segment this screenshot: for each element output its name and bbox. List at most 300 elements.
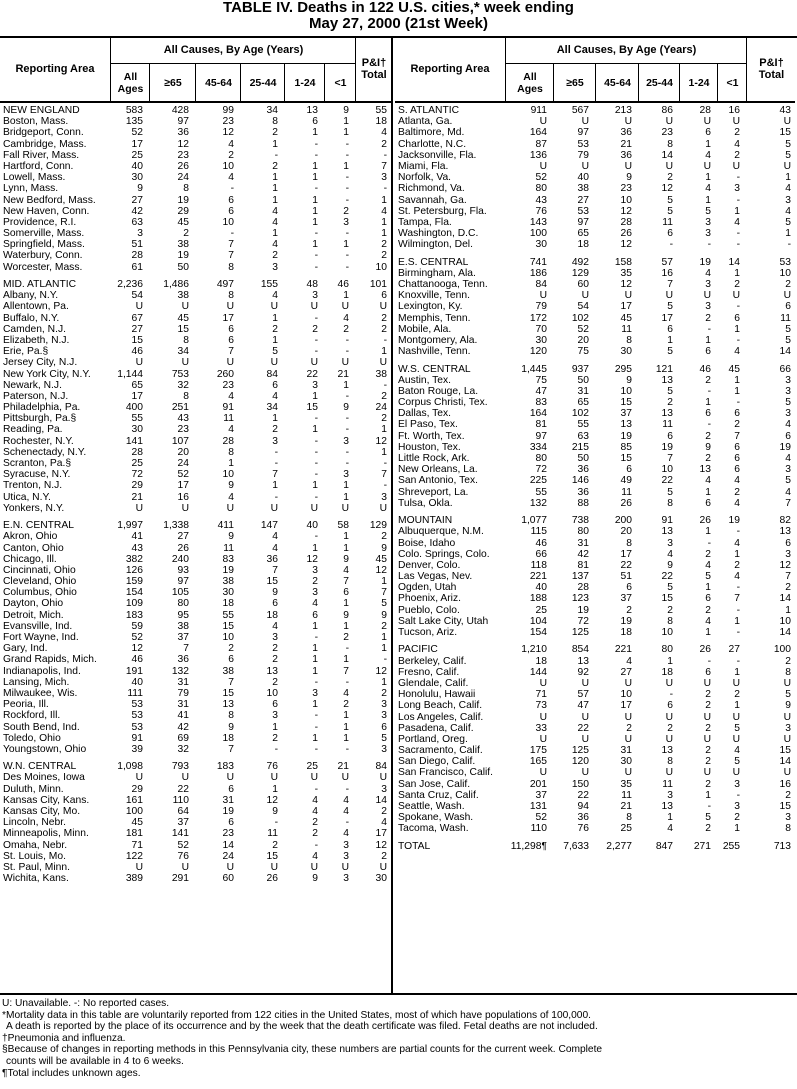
footnotes	[0, 998, 797, 1079]
value-cell: 793	[171, 761, 189, 773]
value-cell: U	[135, 502, 143, 514]
value-cell: -	[736, 172, 740, 184]
value-cell: U	[624, 711, 632, 723]
value-cell: 6	[667, 228, 673, 240]
reporting-area-name: TOTAL	[398, 840, 431, 852]
region-row	[395, 257, 795, 268]
value-cell: 4	[705, 267, 711, 279]
value-cell: 54	[131, 290, 143, 302]
header-pi-label: P&I†	[759, 57, 784, 69]
reporting-area-name: Lynn, Mass.	[3, 183, 59, 195]
value-cell: 3	[312, 379, 318, 391]
value-cell: 86	[661, 105, 673, 116]
value-cell: 2	[272, 676, 278, 688]
value-cell: -	[345, 183, 349, 195]
value-cell: 2	[626, 604, 632, 616]
value-cell: 2	[312, 817, 318, 829]
reporting-area-name: Tulsa, Okla.	[398, 497, 453, 509]
value-cell: U	[665, 733, 673, 745]
column-divider	[391, 37, 393, 993]
value-cell: 2	[734, 149, 740, 161]
value-cell: 15	[266, 576, 278, 588]
reporting-area-name: Houston, Tex.	[398, 441, 461, 453]
value-cell: -	[345, 783, 349, 795]
value-cell: 52	[577, 323, 589, 335]
value-cell: 2	[312, 576, 318, 588]
value-cell: 80	[577, 526, 589, 538]
value-cell: 3	[734, 183, 740, 195]
city-row	[0, 677, 391, 688]
value-cell: U	[270, 861, 278, 873]
reporting-area-name: Ogden, Utah	[398, 582, 457, 594]
value-cell: 1	[272, 183, 278, 195]
city-row	[395, 183, 795, 194]
value-cell: U	[732, 160, 740, 172]
value-cell: 4	[343, 564, 349, 576]
value-cell: 18	[661, 666, 673, 678]
value-cell: 400	[125, 402, 143, 414]
value-cell: 22	[177, 783, 189, 795]
value-cell: 4	[228, 491, 234, 503]
value-cell: 41	[177, 710, 189, 722]
value-cell: 6	[228, 783, 234, 795]
value-cell: 37	[177, 817, 189, 829]
value-cell: 12	[620, 279, 632, 290]
value-cell: 1	[381, 228, 387, 240]
value-cell: -	[707, 537, 711, 549]
value-cell: 1	[705, 138, 711, 150]
value-cell: 21	[337, 761, 349, 773]
city-row	[0, 722, 391, 733]
value-cell: 76	[266, 761, 278, 773]
value-cell: 158	[614, 256, 632, 268]
city-row	[0, 610, 391, 621]
value-cell: 66	[535, 548, 547, 560]
value-cell: U	[783, 116, 791, 128]
value-cell: 15	[620, 397, 632, 409]
city-row	[395, 560, 795, 571]
header-pi-total	[746, 37, 796, 101]
city-row	[395, 667, 795, 678]
value-cell: U	[732, 116, 740, 128]
reporting-area-name: Lansing, Mich.	[3, 676, 70, 688]
footnote-line: U: Unavailable. -: No reported cases.	[2, 998, 170, 1009]
value-cell: 741	[529, 256, 547, 268]
value-cell: 6	[705, 497, 711, 509]
value-cell: 260	[216, 368, 234, 380]
value-cell: 7	[785, 497, 791, 509]
value-cell: U	[703, 733, 711, 745]
value-cell: 8	[667, 756, 673, 768]
value-cell: 19	[620, 430, 632, 442]
bottom-rule	[0, 993, 797, 995]
footnote-line: *Mortality data in this table are voluntarily reported from 122 cities in the United States, most of which have populations of 100,000.	[2, 1009, 591, 1021]
value-cell: 55	[222, 609, 234, 621]
city-row	[395, 678, 795, 689]
city-row	[395, 627, 795, 638]
city-row	[395, 346, 795, 357]
value-cell: 135	[125, 116, 143, 128]
value-cell: 125	[571, 627, 589, 638]
value-cell: 937	[571, 363, 589, 375]
reporting-area-name: Lexington, Ky.	[398, 301, 463, 313]
reporting-area-name: Washington, D.C.	[398, 228, 479, 240]
value-cell: 1	[343, 127, 349, 139]
value-cell: U	[624, 290, 632, 302]
value-cell: 52	[177, 839, 189, 851]
reporting-area-name: Nashville, Tenn.	[398, 346, 471, 358]
value-cell: 31	[177, 699, 189, 711]
value-cell: U	[783, 711, 791, 723]
value-cell: 2	[272, 839, 278, 851]
value-cell: 4	[667, 548, 673, 560]
value-cell: 53	[131, 721, 143, 733]
reporting-area-name: Seattle, Wash.	[398, 801, 465, 812]
value-cell: 51	[131, 239, 143, 251]
value-cell: -	[383, 149, 387, 161]
value-cell: 15	[222, 620, 234, 632]
value-cell: -	[345, 817, 349, 829]
value-cell: 5	[785, 475, 791, 487]
city-row	[0, 150, 391, 161]
value-cell: 1	[312, 480, 318, 492]
value-cell: -	[314, 531, 318, 543]
city-row	[395, 549, 795, 560]
value-cell: 1	[343, 160, 349, 172]
value-cell: 22	[577, 722, 589, 734]
city-row	[0, 195, 391, 206]
value-cell: 2	[705, 722, 711, 734]
city-row	[0, 127, 391, 138]
value-cell: -	[383, 183, 387, 195]
value-cell: 854	[571, 644, 589, 656]
value-cell: 1	[381, 632, 387, 643]
value-cell: 46	[699, 363, 711, 375]
header-age-1-24: 1-24	[679, 64, 718, 101]
city-row	[0, 313, 391, 324]
reporting-area-name: New Orleans, La.	[398, 464, 478, 476]
value-cell: 102	[571, 408, 589, 420]
value-cell: 213	[614, 105, 632, 116]
value-cell: 3	[667, 789, 673, 801]
value-cell: 1	[272, 138, 278, 150]
value-cell: 45	[131, 817, 143, 829]
value-cell: 11	[780, 312, 791, 324]
value-cell: -	[345, 413, 349, 425]
value-cell: U	[665, 767, 673, 779]
value-cell: 4	[228, 138, 234, 150]
value-cell: -	[669, 689, 673, 701]
reporting-area-name: Albuquerque, N.M.	[398, 526, 484, 538]
value-cell: 2	[312, 828, 318, 840]
value-cell: -	[669, 239, 673, 251]
value-cell: 97	[535, 430, 547, 442]
city-row	[0, 772, 391, 783]
value-cell: 2	[381, 239, 387, 251]
value-cell: 154	[125, 587, 143, 599]
value-cell: 10	[779, 267, 791, 279]
value-cell: 5	[667, 582, 673, 594]
value-cell: 2	[667, 604, 673, 616]
value-cell: 30	[222, 587, 234, 599]
value-cell: 2	[705, 312, 711, 324]
value-cell: 4	[272, 542, 278, 554]
value-cell: 1,338	[163, 520, 189, 532]
value-cell: 51	[620, 571, 632, 583]
value-cell: 2	[228, 643, 234, 655]
value-cell: U	[341, 502, 349, 514]
value-cell: U	[341, 861, 349, 873]
value-cell: 28	[131, 250, 143, 262]
value-cell: 5	[667, 486, 673, 498]
value-cell: 107	[171, 435, 189, 447]
value-cell: 4	[312, 598, 318, 610]
value-cell: U	[181, 772, 189, 784]
reporting-area-name: Akron, Ohio	[3, 531, 58, 543]
value-cell: 123	[571, 593, 589, 605]
value-cell: 18	[620, 627, 632, 638]
header-age-under-1: <1	[717, 64, 747, 101]
value-cell: 131	[529, 801, 547, 812]
value-cell: 3	[272, 632, 278, 643]
value-cell: U	[581, 290, 589, 302]
city-row	[395, 801, 795, 812]
value-cell: 1	[343, 620, 349, 632]
value-cell: 1	[734, 385, 740, 397]
value-cell: 6	[705, 593, 711, 605]
value-cell: 7	[667, 453, 673, 464]
value-cell: 22	[620, 559, 632, 571]
value-cell: 2	[228, 149, 234, 161]
value-cell: 110	[530, 823, 547, 835]
city-row	[0, 380, 391, 391]
value-cell: 6	[381, 721, 387, 733]
value-cell: 4	[785, 183, 791, 195]
reporting-area-name: Colo. Springs, Colo.	[398, 548, 490, 560]
reporting-area-name: E.N. CENTRAL	[3, 520, 74, 532]
reporting-area-name: St. Louis, Mo.	[3, 850, 66, 862]
value-cell: 164	[529, 408, 547, 420]
city-row	[0, 290, 391, 301]
reporting-area-name: St. Petersburg, Fla.	[398, 205, 487, 217]
value-cell: 161	[125, 794, 143, 806]
value-cell: -	[314, 676, 318, 688]
value-cell: U	[624, 677, 632, 689]
value-cell: 2	[734, 486, 740, 498]
reporting-area-name: Honolulu, Hawaii	[398, 689, 476, 701]
value-cell: 9	[312, 873, 318, 885]
value-cell: 38	[177, 290, 189, 302]
value-cell: U	[226, 357, 234, 369]
reporting-area-name: Canton, Ohio	[3, 542, 64, 554]
value-cell: 141	[171, 828, 189, 840]
city-row	[0, 116, 391, 127]
value-cell: 8	[626, 812, 632, 824]
value-cell: 1,210	[521, 644, 547, 656]
value-cell: -	[736, 582, 740, 594]
value-cell: 36	[620, 127, 632, 139]
value-cell: 1	[381, 194, 387, 206]
value-cell: 91	[661, 515, 673, 527]
city-row	[395, 161, 795, 172]
value-cell: 129	[571, 267, 589, 279]
value-cell: U	[703, 116, 711, 128]
value-cell: 9	[667, 559, 673, 571]
value-cell: 55	[131, 413, 143, 425]
value-cell: 25	[535, 604, 547, 616]
value-cell: 1	[312, 732, 318, 744]
reporting-area-name: W.N. CENTRAL	[3, 761, 77, 773]
value-cell: 104	[529, 615, 547, 627]
value-cell: U	[181, 357, 189, 369]
value-cell: 26	[620, 497, 632, 509]
value-cell: 126	[125, 564, 143, 576]
value-cell: 1	[734, 548, 740, 560]
value-cell: -	[314, 346, 318, 358]
value-cell: 389	[125, 873, 143, 885]
value-cell: 23	[222, 828, 234, 840]
value-cell: 27	[620, 666, 632, 678]
reporting-area-name: Norfolk, Va.	[398, 172, 452, 184]
value-cell: 5	[667, 385, 673, 397]
value-cell: 34	[177, 346, 189, 358]
value-cell: 2	[272, 250, 278, 262]
value-cell: 6	[667, 323, 673, 335]
value-cell: 6	[705, 127, 711, 139]
value-cell: -	[274, 458, 278, 469]
value-cell: 17	[620, 700, 632, 712]
reporting-area-name: Savannah, Ga.	[398, 194, 467, 206]
value-cell: -	[707, 655, 711, 667]
value-cell: U	[581, 711, 589, 723]
value-cell: 4	[272, 290, 278, 302]
region-row	[395, 841, 795, 852]
value-cell: 22	[661, 571, 673, 583]
value-cell: 23	[177, 424, 189, 436]
value-cell: U	[181, 502, 189, 514]
value-cell: U	[226, 301, 234, 313]
city-row	[0, 447, 391, 458]
value-cell: 150	[571, 778, 589, 790]
value-cell: 36	[577, 464, 589, 476]
value-cell: 2	[734, 812, 740, 824]
value-cell: 1	[734, 374, 740, 386]
value-cell: 4	[785, 419, 791, 431]
city-row	[395, 475, 795, 486]
reporting-area-name: San Diego, Calif.	[398, 756, 476, 768]
city-row	[395, 616, 795, 627]
value-cell: 53	[577, 205, 589, 217]
value-cell: 7	[272, 564, 278, 576]
value-cell: -	[707, 385, 711, 397]
value-cell: 22	[306, 368, 318, 380]
value-cell: 24	[375, 402, 387, 414]
value-cell: 9	[785, 700, 791, 712]
value-cell: -	[736, 627, 740, 638]
value-cell: -	[707, 323, 711, 335]
value-cell: 165	[529, 756, 547, 768]
value-cell: 45	[177, 216, 189, 228]
value-cell: 3	[705, 301, 711, 313]
value-cell: 38	[577, 183, 589, 195]
value-cell: 1	[667, 812, 673, 824]
value-cell: 97	[577, 216, 589, 228]
value-cell: 4	[734, 138, 740, 150]
value-cell: 428	[171, 105, 189, 116]
value-cell: 36	[177, 127, 189, 139]
value-cell: 23	[661, 127, 673, 139]
value-cell: U	[539, 116, 547, 128]
value-cell: 9	[626, 172, 632, 184]
city-row	[0, 206, 391, 217]
value-cell: 58	[337, 520, 349, 532]
value-cell: 7	[272, 469, 278, 481]
value-cell: 12	[375, 839, 387, 851]
value-cell: 9	[343, 553, 349, 565]
value-cell: 37	[535, 789, 547, 801]
city-row	[395, 464, 795, 475]
value-cell: 1	[343, 290, 349, 302]
value-cell: -	[314, 149, 318, 161]
value-cell: 2	[705, 823, 711, 835]
value-cell: 32	[177, 379, 189, 391]
value-cell: U	[581, 160, 589, 172]
value-cell: 18	[577, 239, 589, 251]
value-cell: 2	[626, 722, 632, 734]
value-cell: U	[581, 116, 589, 128]
value-cell: U	[226, 502, 234, 514]
reporting-area-name: Tacoma, Wash.	[398, 823, 469, 835]
value-cell: 26	[177, 160, 189, 172]
value-cell: 30	[620, 346, 632, 358]
value-cell: 1	[343, 379, 349, 391]
value-cell: U	[310, 502, 318, 514]
value-cell: 2	[734, 559, 740, 571]
reporting-area-name: Reading, Pa.	[3, 424, 63, 436]
value-cell: U	[665, 677, 673, 689]
reporting-area-name: Pueblo, Colo.	[398, 604, 460, 616]
value-cell: 1	[705, 526, 711, 538]
value-cell: U	[270, 502, 278, 514]
value-cell: -	[314, 435, 318, 447]
city-row	[395, 335, 795, 346]
value-cell: 42	[131, 205, 143, 217]
value-cell: 240	[171, 553, 189, 565]
header-total-label: Total	[758, 69, 785, 81]
value-cell: 5	[381, 732, 387, 744]
reporting-area-name: Yonkers, N.Y.	[3, 502, 65, 514]
city-row	[395, 734, 795, 745]
value-cell: 45	[728, 363, 740, 375]
reporting-area-name: Austin, Tex.	[398, 374, 452, 386]
value-cell: 92	[577, 666, 589, 678]
value-cell: 6	[312, 609, 318, 621]
reporting-area-name: Knoxville, Tenn.	[398, 290, 470, 302]
reporting-area-name: Wichita, Kans.	[3, 873, 69, 885]
value-cell: -	[707, 239, 711, 251]
reporting-area-name: Lincoln, Nebr.	[3, 817, 66, 829]
city-row	[0, 654, 391, 665]
value-cell: -	[736, 526, 740, 538]
value-cell: 3	[312, 687, 318, 699]
value-cell: 2	[705, 745, 711, 757]
value-cell: 15	[177, 323, 189, 335]
value-cell: 88	[577, 497, 589, 509]
reporting-area-name: E.S. CENTRAL	[398, 256, 469, 268]
value-cell: U	[783, 767, 791, 779]
value-cell: -	[345, 228, 349, 240]
value-cell: 75	[535, 374, 547, 386]
